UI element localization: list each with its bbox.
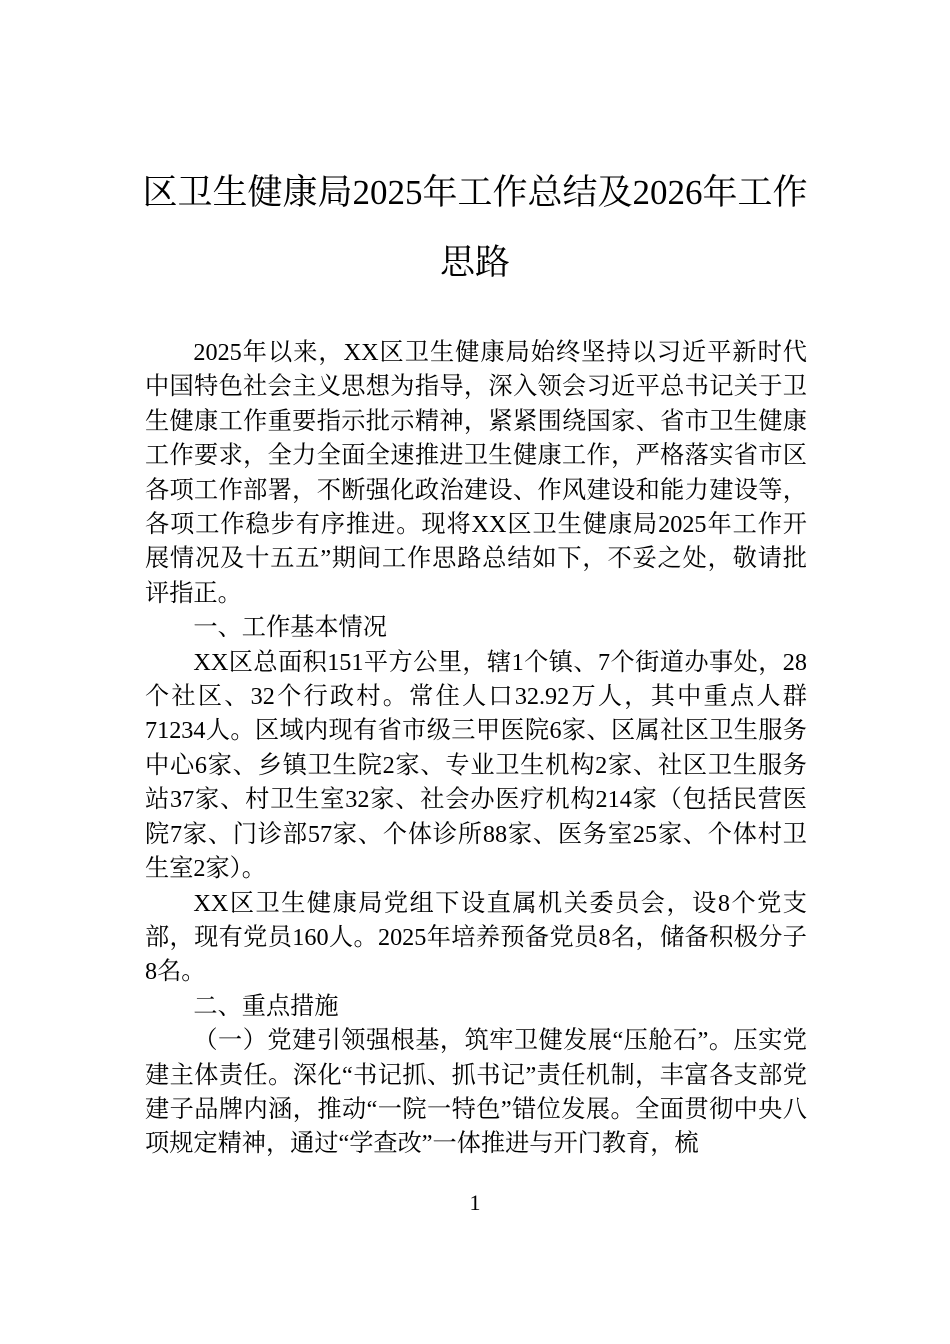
party-organization-paragraph: XX区卫生健康局党组下设直属机关委员会，设8个党支部，现有党员160人。2025年培养预备党员8名，储备积极分子8名。 <box>145 889 807 986</box>
document-title: 区卫生健康局2025年工作总结及2026年工作思路 <box>142 173 808 282</box>
section-heading-basic-situation: 一、工作基本情况 <box>193 614 387 642</box>
section-heading-key-measures: 二、重点措施 <box>193 992 339 1020</box>
page-number: 1 <box>469 1190 481 1215</box>
party-building-paragraph: （一）党建引领强根基，筑牢卫健发展“压舱石”。压实党建主体责任。深化“书记抓、抓书记”责任机制，丰富各支部党建子品牌内涵，推动“一院一特色”错位发展。全面贯彻中央八项规定精神，通过“学查改”一体推进与开门教育，梳 <box>145 1027 807 1158</box>
intro-paragraph: 2025年以来，XX区卫生健康局始终坚持以习近平新时代中国特色社会主义思想为指导，深入领会习近平总书记关于卫生健康工作重要指示批示精神，紧紧围绕国家、省市卫生健康工作要求，全力全面全速推进卫生健康工作，严格落实省市区各项工作部署，不断强化政治建设、作风建设和能力建设等，各项工作稳步有序推进。现将XX区卫生健康局2025年工作开展情况及十五五”期间工作思路总结如下，不妥之处，敬请批评指正。 <box>145 339 807 607</box>
basic-situation-paragraph: XX区总面积151平方公里，辖1个镇、7个街道办事处，28个社区、32个行政村。常住人口32.92万人，其中重点人群71234人。区域内现有省市级三甲医院6家、区属社区卫生服务中心6家、乡镇卫生院2家、专业卫生机构2家、社区卫生服务站37家、村卫生室32家、社会办医疗机构214家（包括民营医院7家、门诊部57家、个体诊所88家、医务室25家、个体村卫生室2家）。 <box>145 648 807 883</box>
document-body <box>145 336 807 1162</box>
